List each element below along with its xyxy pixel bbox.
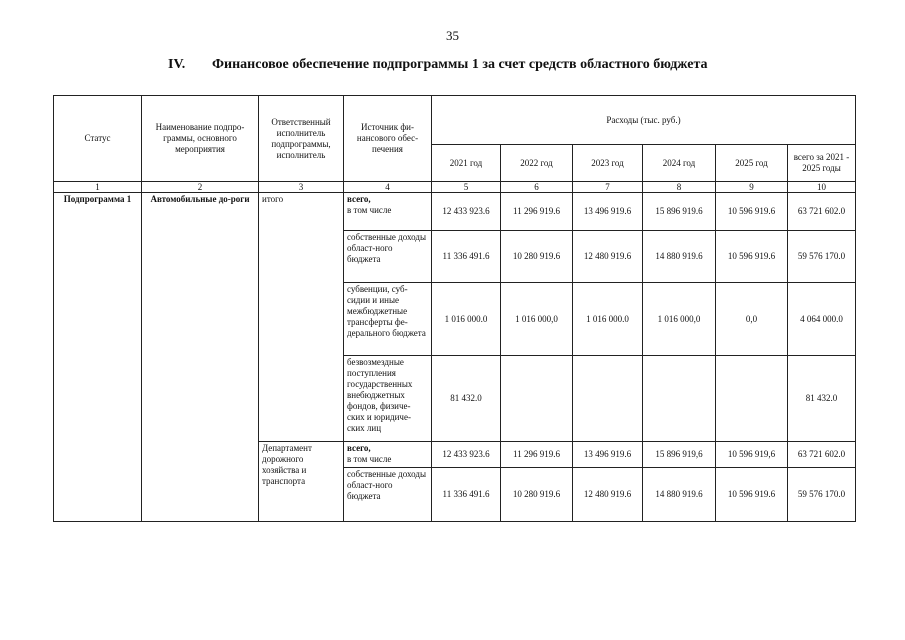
value-cell: 81 432.0	[432, 356, 501, 442]
value-cell: 59 576 170.0	[788, 231, 856, 283]
financing-table	[53, 95, 856, 522]
header-expenses: Расходы (тыс. руб.)	[432, 96, 856, 145]
column-number: 5	[432, 182, 501, 193]
value-cell: 10 596 919.6	[716, 193, 788, 231]
column-number: 9	[716, 182, 788, 193]
value-cell: 10 596 919.6	[716, 468, 788, 522]
executor-dept-cell: Департамент дорожного хозяйства и транспорта	[259, 442, 344, 522]
executor-itogo-cell: итого	[259, 193, 344, 442]
header-name: Наименование подпро-граммы, основного мероприятия	[142, 96, 259, 182]
column-number-row	[54, 182, 856, 193]
value-cell: 10 596 919.6	[716, 231, 788, 283]
value-cell: 11 336 491.6	[432, 231, 501, 283]
value-cell: 10 280 919.6	[501, 468, 573, 522]
header-year: 2022 год	[501, 145, 573, 182]
section-number: IV.	[168, 57, 186, 72]
column-number: 3	[259, 182, 344, 193]
source-bold: всего,	[347, 194, 371, 204]
header-total: всего за 2021 - 2025 годы	[788, 145, 856, 182]
value-cell: 4 064 000.0	[788, 283, 856, 356]
source-cell: собственные доходы област-ного бюджета	[344, 231, 432, 283]
column-number: 10	[788, 182, 856, 193]
column-number: 7	[573, 182, 643, 193]
source-text: в том числе	[347, 205, 392, 215]
value-cell: 14 880 919.6	[643, 468, 716, 522]
value-cell: 12 433 923.6	[432, 442, 501, 468]
value-cell: 1 016 000.0	[432, 283, 501, 356]
source-cell	[344, 193, 432, 231]
source-cell: собственные доходы област-ного бюджета	[344, 468, 432, 522]
value-cell: 0,0	[716, 283, 788, 356]
value-cell: 1 016 000.0	[573, 283, 643, 356]
value-cell: 15 896 919.6	[643, 193, 716, 231]
value-cell	[573, 356, 643, 442]
header-status: Статус	[54, 96, 142, 182]
value-cell: 81 432.0	[788, 356, 856, 442]
header-year: 2023 год	[573, 145, 643, 182]
header-source: Источник фи-нансового обес-печения	[344, 96, 432, 182]
table-row	[54, 193, 856, 231]
value-cell: 1 016 000,0	[501, 283, 573, 356]
header-year: 2021 год	[432, 145, 501, 182]
value-cell: 12 480 919.6	[573, 468, 643, 522]
header-year: 2024 год	[643, 145, 716, 182]
section-heading	[168, 57, 708, 73]
source-cell: безвозмездные поступления государственных внебюджетных фондов, физиче-ских и юридиче-ских лиц	[344, 356, 432, 442]
status-cell: Подпрограмма 1	[54, 193, 142, 522]
value-cell	[643, 356, 716, 442]
source-cell	[344, 442, 432, 468]
value-cell: 10 280 919.6	[501, 231, 573, 283]
value-cell: 11 296 919.6	[501, 193, 573, 231]
value-cell: 14 880 919.6	[643, 231, 716, 283]
source-cell: субвенции, суб-сидии и иные межбюджетные трансферты фе-дерального бюджета	[344, 283, 432, 356]
source-text: в том числе	[347, 454, 392, 464]
value-cell: 13 496 919.6	[573, 442, 643, 468]
value-cell: 11 336 491.6	[432, 468, 501, 522]
value-cell: 11 296 919.6	[501, 442, 573, 468]
value-cell: 12 433 923.6	[432, 193, 501, 231]
value-cell: 63 721 602.0	[788, 442, 856, 468]
value-cell: 15 896 919,6	[643, 442, 716, 468]
value-cell: 10 596 919,6	[716, 442, 788, 468]
column-number: 8	[643, 182, 716, 193]
header-executor: Ответственный исполнитель подпрограммы, исполнитель	[259, 96, 344, 182]
column-number: 1	[54, 182, 142, 193]
source-bold: всего,	[347, 443, 371, 453]
header-year: 2025 год	[716, 145, 788, 182]
section-title: Финансовое обеспечение подпрограммы 1 за счет средств областного бюджета	[212, 57, 708, 72]
column-number: 2	[142, 182, 259, 193]
column-number: 4	[344, 182, 432, 193]
value-cell: 63 721 602.0	[788, 193, 856, 231]
value-cell: 12 480 919.6	[573, 231, 643, 283]
value-cell: 1 016 000,0	[643, 283, 716, 356]
value-cell	[716, 356, 788, 442]
value-cell: 59 576 170.0	[788, 468, 856, 522]
page-number: 35	[446, 28, 459, 43]
value-cell: 13 496 919.6	[573, 193, 643, 231]
value-cell	[501, 356, 573, 442]
column-number: 6	[501, 182, 573, 193]
name-cell: Автомобильные до-роги	[142, 193, 259, 522]
